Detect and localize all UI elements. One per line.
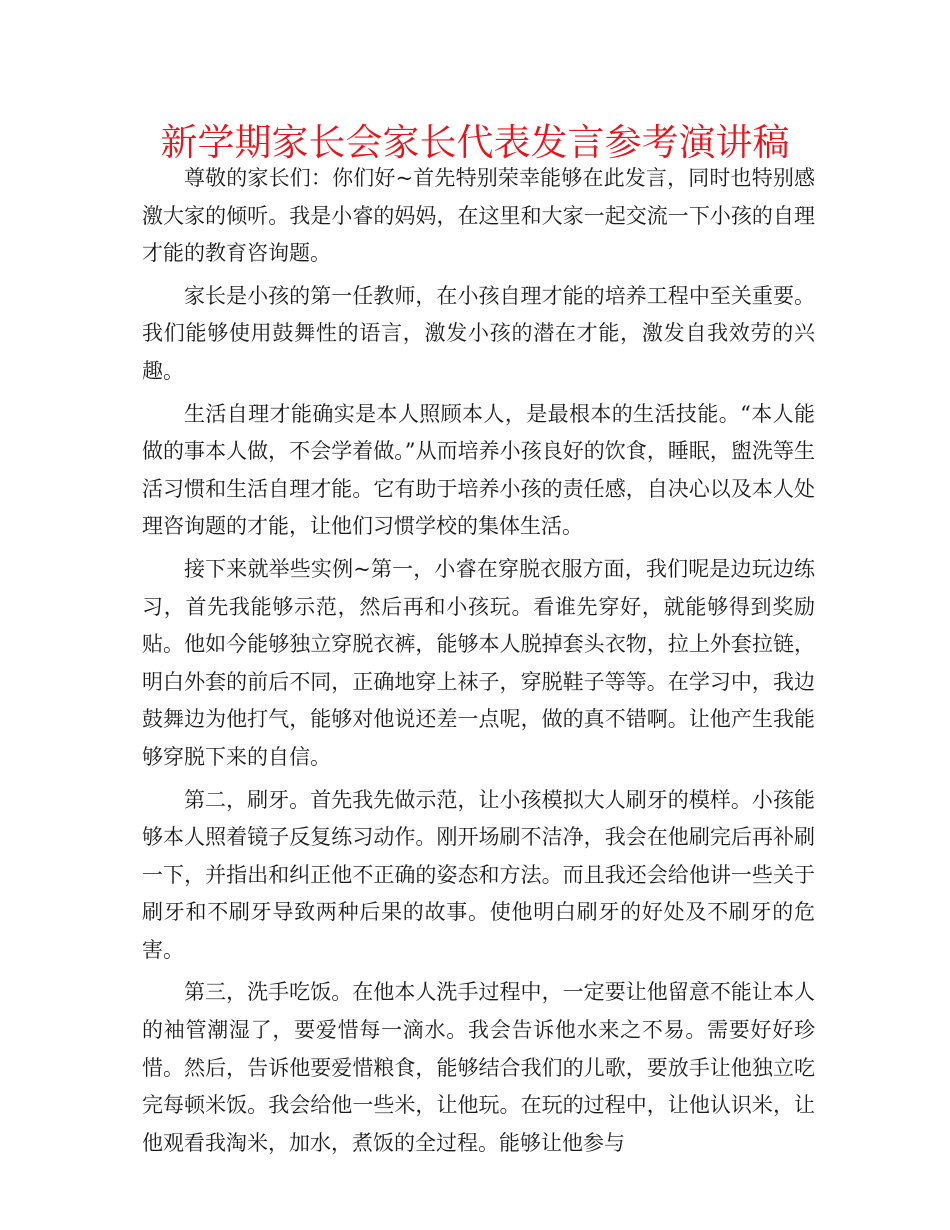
paragraph-self-care: 生活自理才能确实是本人照顾本人，是最根本的生活技能。“本人能做的事本人做，不会学着做。”从而培养小孩良好的饮食，睡眠，盥洗等生活习惯和生活自理才能。它有助于培养小孩的责任感，自决心以及本人处理咨询题的才能，让他们习惯学校的集体生活。 bbox=[142, 401, 815, 539]
paragraph-example-dressing: 接下来就举些实例~第一，小睿在穿脱衣服方面，我们呢是边玩边练习，首先我能够示范，然后再和小孩玩。看谁先穿好，就能够得到奖励贴。他如今能够独立穿脱衣裤，能够本人脱掉套头衣物，拉上外套拉链，明白外套的前后不同，正确地穿上袜子，穿脱鞋子等等。在学习中，我边鼓舞边为他打气，能够对他说还差一点呢，做的真不错啊。让他产生我能够穿脱下来的自信。 bbox=[142, 556, 815, 769]
document-body bbox=[142, 160, 815, 1167]
paragraph-example-brushing: 第二，刷牙。首先我先做示范，让小孩模拟大人刷牙的模样。小孩能够本人照着镜子反复练习动作。刚开场刷不洁净，我会在他刷完后再补刷一下，并指出和纠正他不正确的姿态和方法。而且我还会给他讲一些关于刷牙和不刷牙导致两种后果的故事。使他明白刷牙的好处及不刷牙的危害。 bbox=[142, 787, 815, 962]
paragraph-parent-role: 家长是小孩的第一任教师，在小孩自理才能的培养工程中至关重要。我们能够使用鼓舞性的语言，激发小孩的潜在才能，激发自我效劳的兴趣。 bbox=[142, 283, 815, 383]
paragraph-greeting: 尊敬的家长们：你们好~首先特别荣幸能够在此发言，同时也特别感激大家的倾听。我是小睿的妈妈，在这里和大家一起交流一下小孩的自理才能的教育咨询题。 bbox=[142, 166, 815, 266]
document-title: 新学期家长会家长代表发言参考演讲稿 bbox=[160, 121, 790, 164]
paragraph-example-eating: 第三，洗手吃饭。在他本人洗手过程中，一定要让他留意不能让本人的袖管潮湿了，要爱惜每一滴水。我会告诉他水来之不易。需要好好珍惜。然后，告诉他要爱惜粮食，能够结合我们的儿歌，要放手让他独立吃完每顿米饭。我会给他一些米，让他玩。在玩的过程中，让他认识米，让他观看我淘米，加水，煮饭的全过程。能够让他参与 bbox=[142, 980, 815, 1155]
